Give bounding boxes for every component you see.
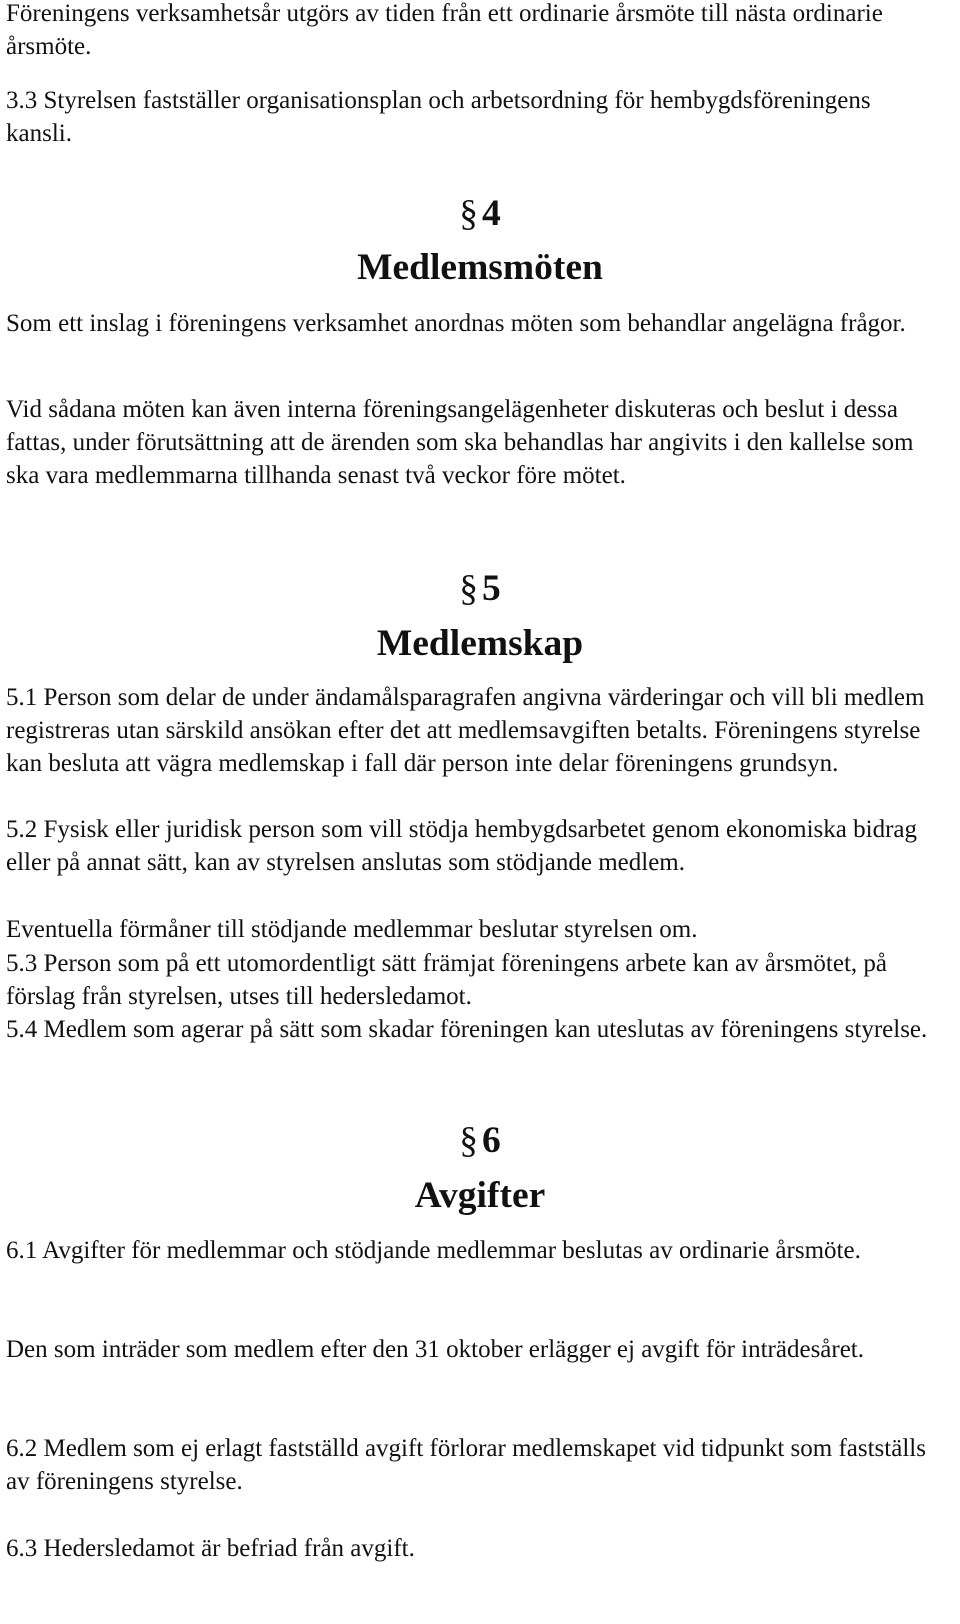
section-6-title: Avgifter (414, 1175, 546, 1216)
section-6-paragraph-6-1: 6.1 Avgifter för medlemmar och stödjande medlemmar beslutas av ordinarie årsmöte. (6, 1237, 861, 1264)
section-number: 6 (482, 1120, 501, 1161)
intro-paragraph-3-3: 3.3 Styrelsen fastställer organisationsplan och arbetsordning för hembygdsföreningens kansli. (6, 87, 871, 147)
section-number: 5 (482, 568, 501, 609)
section-symbol: § (459, 1120, 478, 1161)
section-5-paragraph-5-3: 5.3 Person som på ett utomordentligt sätt främjat föreningens arbete kan av årsmötet, på förslag från styrelsen, utses till hedersledamot. (6, 950, 888, 1010)
section-symbol: § (459, 568, 478, 609)
section-5-title: Medlemskap (376, 623, 584, 664)
section-5-heading-number (0, 568, 960, 609)
intro-paragraph-verksamhetsar: Föreningens verksamhetsår utgörs av tiden från ett ordinarie årsmöte till nästa ordinarie årsmöte. (6, 0, 883, 60)
section-6-heading-number (0, 1120, 960, 1161)
section-5-paragraph-formaner: Eventuella förmåner till stödjande medlemmar beslutar styrelsen om. (6, 916, 698, 943)
section-6-paragraph-6-3: 6.3 Hedersledamot är befriad från avgift. (6, 1535, 415, 1562)
section-4-paragraph-2: Vid sådana möten kan även interna föreningsangelägenheter diskuteras och beslut i dessa fattas, under förutsättning att de ärenden som ska behandlas har angivits i den kallelse som ska vara medlemmarna tillhanda senast två veckor före mötet. (6, 396, 914, 489)
section-6-paragraph-6-2: 6.2 Medlem som ej erlagt fastställd avgift förlorar medlemskapet vid tidpunkt som fastställs av föreningens styrelse. (6, 1435, 926, 1495)
section-symbol: § (459, 193, 478, 234)
section-4-title: Medlemsmöten (357, 247, 603, 288)
section-4-heading-number (0, 193, 960, 234)
section-6-paragraph-inträdesaret: Den som inträder som medlem efter den 31 oktober erlägger ej avgift för inträdesåret. (6, 1336, 865, 1363)
section-5-paragraph-5-1: 5.1 Person som delar de under ändamålsparagrafen angivna värderingar och vill bli medlem registreras utan särskild ansökan efter det att medlemsavgiften betalts. Föreningens styrelse kan besluta att vägra medlemskap i fall där person inte delar föreningens grundsyn. (6, 684, 925, 777)
section-4-paragraph-1: Som ett inslag i föreningens verksamhet anordnas möten som behandlar angelägna frågor. (6, 310, 906, 337)
section-number: 4 (482, 193, 501, 234)
section-5-paragraph-5-2: 5.2 Fysisk eller juridisk person som vill stödja hembygdsarbetet genom ekonomiska bidrag eller på annat sätt, kan av styrelsen anslutas som stödjande medlem. (6, 816, 917, 876)
section-5-paragraph-5-4: 5.4 Medlem som agerar på sätt som skadar föreningen kan uteslutas av föreningens styrelse. (6, 1016, 928, 1043)
